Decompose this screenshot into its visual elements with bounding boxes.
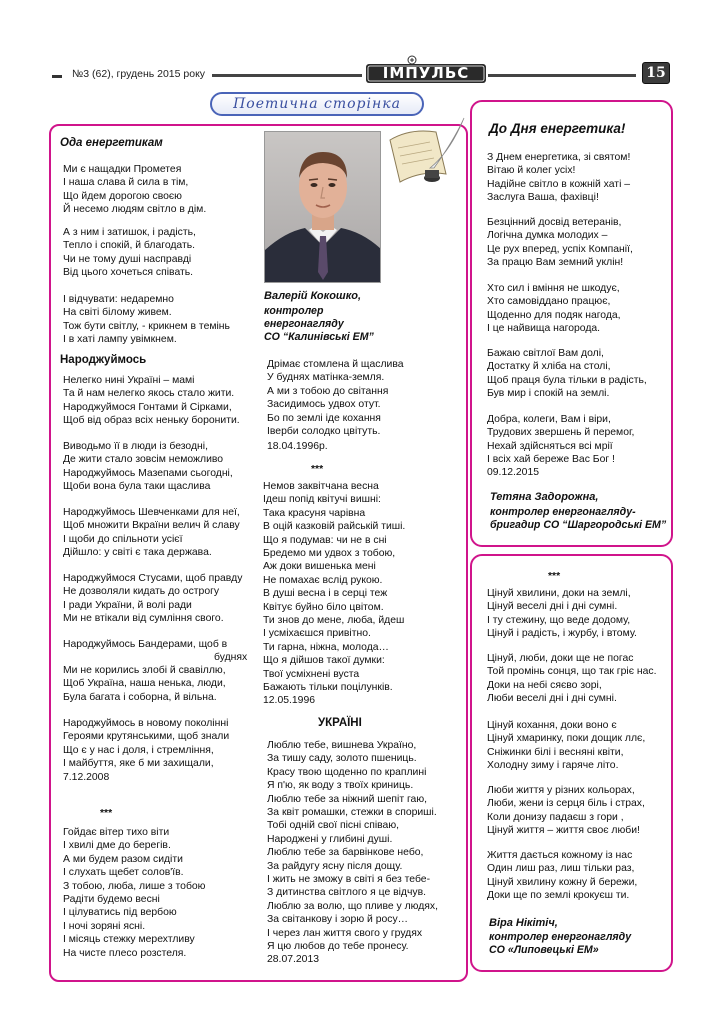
logo-text: ІМПУЛЬС [382,64,470,82]
page-number-box [642,62,670,84]
cinui-stanza-3: Цінуй кохання, доки воно є Цінуй хмаринку, поки дощик ллє, Сніжинки білі і весняні квіти, Холодну зиму і гаряче літо. [487,720,646,772]
zadorozhna-name: Тетяна Задорожна, [490,491,599,503]
narodzhuimos-stanza-5a: Народжуймось Бандерами, щоб в [63,639,228,650]
cinui-stanza-2: Цінуй, люби, доки ще не погас Той промінь сонця, що так гріє нас. Доки на небі сяєво зорі, Люби веселі дні і дні сумні. [487,653,657,705]
header-rule-mid [212,74,362,77]
greeting-stanza-4: Бажаю світлої Вам долі, Достатку й хліба на столі, Щоб праця була тільки в радість, Був мир і спокій на землі. [487,348,647,400]
ukraini-poem: Люблю тебе, вишнева Україно, За тишу саду, золото пшениць. Красу твою щоденно по краплині Я п'ю, як воду з твоїх криниць. Люблю тебе за ніжний шепіт гаю, За квіт ромашки, стежки в спориші. Тобі одній свої пісні співаю, Народжені у глибині душі. Люблю тебе за барвінкове небо, За райдугу ясну після дощу. І жить не зможу в світі я без тебе- З дитинства світлого я це відчув. Люблю за волю, що пливе у людях, За світанкову і зорю й росу… І через лан життя свого у грудях Я цю любов до тебе пронесу. [267,740,438,953]
greeting-date: 09.12.2015 [487,467,540,478]
cinui-stanza-4: Люби життя у різних кольорах, Люби, жени із серця біль і страх, Коли донизу падаєш з гори , Цінуй життя – життя своє люби! [487,785,645,837]
kokoshko-role: контролер енергонагляду СО “Калинівські ЕМ” [264,305,374,343]
narodzhuimos-date: 7.12.2008 [63,772,110,783]
oda-stanza-2: А з ним і затишок, і радість, Тепло і спокій, й благодать. Чи не тому душі насправді Від цього хочеться співать. [63,227,196,279]
logo [364,55,488,85]
narodzhuimos-title: Народжуймось [60,354,147,366]
nikitich-name: Віра Нікітіч, [489,917,558,929]
author-portrait [264,131,381,283]
zadorozhna-role: контролер енергонагляду- бригадир СО “Шаргородські ЕМ” [490,506,667,531]
narodzhuimos-stanza-5c: Ми не корились злобі й свавіллю, Щоб Україна, наша ненька, люди, Була багата і соборна, й вільна. [63,665,226,703]
oda-title: Ода енергетикам [60,137,163,149]
left-poem3-text: Гойдає вітер тихо віти І хвилі дме до берегів. А ми будем разом сидіти І слухать щебет солов'їв. З тобою, люба, лише з тобою Радіти будемо весні І цілуватись під вербою І ночі зоряні ясні. І місяць стежку мерехтливу На чисте плесо розстеля. [63,827,206,959]
nikitich-role: контролер енергонагляду СО «Липовецькі ЕМ» [489,931,632,956]
narodzhuimos-stanza-1: Нелегко нині Україні – мамі Та й нам нелегко якось стало жити. Народжуймося Гонтами й Сірками, Щоб від образ всіх неньку боронити. [63,375,240,427]
cinui-stanza-5: Життя дається кожному із нас Один лиш раз, лиш тільки раз, Цінуй хвилину кожну й бережи, Доки ще по землі крокуєш ти. [487,850,638,902]
issue-info: №3 (62), грудень 2015 року [72,68,206,80]
kokoshko-date-1: 18.04.1996р. [267,441,328,452]
narodzhuimos-stanza-3: Народжуймось Шевченками для неї, Щоб множити Вкраїни велич й славу І щоби до спільноти усієї Дійшло: у світі є така держава. [63,507,240,559]
narodzhuimos-stanza-6: Народжуймось в новому поколінні Героями крутянськими, щоб знали Що є у нас і доля, і стремління, І майбуття, яке б ми захищали, [63,718,230,770]
page-number: 15 [646,65,666,81]
left-poem3-stars: *** [100,808,113,819]
quill-paper-illustration [384,112,468,194]
greeting-stanza-5: Добра, колеги, Вам і віри, Трудових звершень й перемог, Нехай здійсняться всі мрії І всіх хай береже Вас Бог ! [487,414,635,466]
kokoshko-date-2: 12.05.1996 [263,695,316,706]
section-banner-text: Поетична сторінка [233,96,401,112]
kokoshko-date-3: 28.07.2013 [267,954,320,965]
narodzhuimos-stanza-4: Народжуймося Стусами, щоб правду Не дозволяли кидать до острогу І ради України, й волі ради Ми не втікали від сумління свого. [63,573,243,625]
kokoshko-poem-2: Немов заквітчана весна Ідеш попід квітучі вишні: Така красуня чарівна В оцій казковій райській тиші. Що я подумав: чи не в сні Бредемо ми удвох з тобою, Аж доки вишенька мені Не помахає вслід рукою. В душі весна і в серці теж Квітує буйно біло цвітом. Ти знов до мене, люба, йдеш І усміхаєшся привітно. Ти гарна, ніжна, молода… Що я дійшов такої думки: Твої усміхнені вуста Бажають тільки поцілунків. [263,481,406,694]
header-rule-left [52,75,62,78]
greeting-stanza-1: З Днем енергетика, зі святом! Вітаю й колег усіх! Надійне світло в кожній хаті – Заслуга Ваша, фахівці! [487,152,631,204]
cinui-stars: *** [548,571,561,582]
oda-stanza-3: І відчувати: недаремно На світі білому живем. Тож бути світлу, - крикнем в темінь І в хаті лампу увімкнем. [63,294,230,346]
narodzhuimos-stanza-2: Виводьмо її в люди із безодні, Де жити стало зовсім неможливо Народжуймось Мазепами сьогодні, Щоби вона була таки щаслива [63,441,233,493]
oda-stanza-1: Ми є нащадки Прометея І наша слава й сила в тім, Що йдем дорогою своєю Й несемо людям світло в дім. [63,164,207,216]
header-rule-right [488,74,636,77]
narodzhuimos-stanza-5b: буднях [214,652,248,663]
kokoshko-poem-1: Дрімає стомлена й щаслива У буднях матінка-земля. А ми з тобою до світання Засидимось удвох отут. Бо по землі іде кохання Іверби солодко цвітуть. [267,359,404,438]
greeting-title: До Дня енергетика! [489,121,626,136]
portrait-image [265,132,381,283]
greeting-stanza-2: Безцінний досвід ветеранів, Логічна думка молодих – Це рух вперед, успіх Компанії, За працю Вам земний уклін! [487,217,633,269]
kokoshko-name: Валерій Кокошко, [264,290,362,302]
cinui-stanza-1: Цінуй хвилини, доки на землі, Цінуй веселі дні і дні сумні. І ту стежину, що веде додому, Цінуй і радість, і журбу, і втому. [487,588,637,640]
greeting-stanza-3: Хто сил і вміння не шкодує, Хто самовіддано працює, Щоденно для подяк нагода, І це найвища нагорода. [487,283,621,335]
kokoshko-stars: *** [311,464,324,475]
ukraini-title: УКРАЇНІ [318,717,362,729]
quill-icon [384,112,468,194]
